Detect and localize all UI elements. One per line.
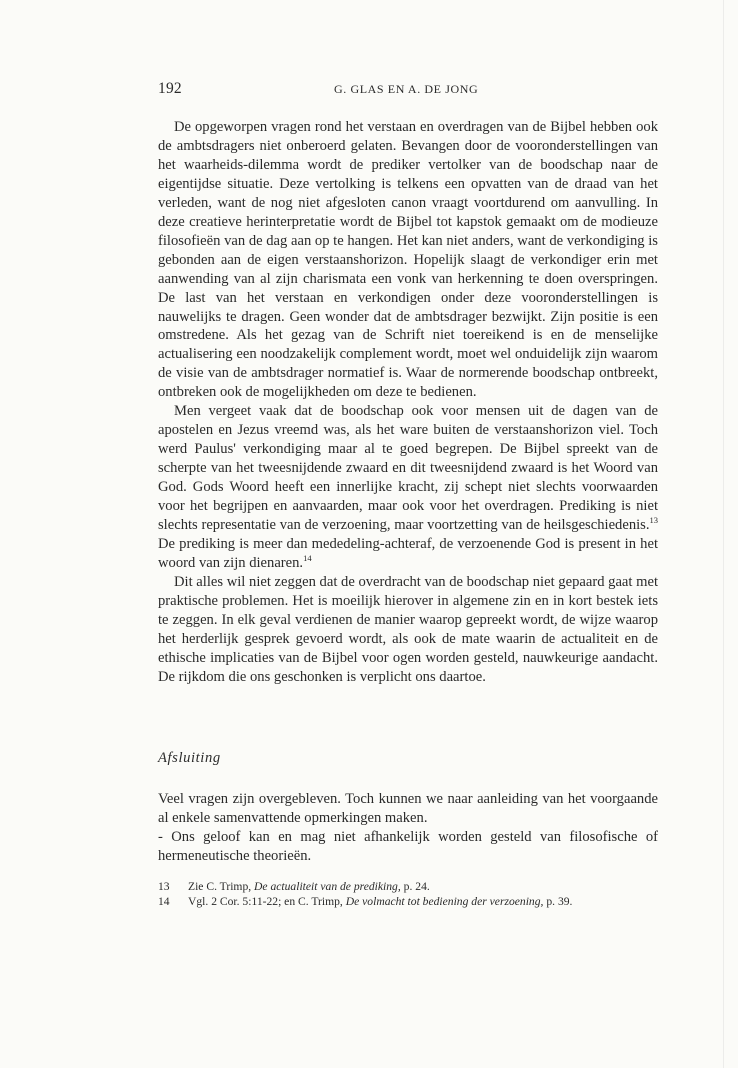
page-number: 192 — [158, 80, 182, 97]
page-header — [158, 80, 658, 102]
footnote-marker: 14 — [303, 553, 312, 564]
closing-text — [158, 790, 658, 866]
footnote — [158, 895, 658, 910]
footnote-number: 13 — [158, 880, 170, 893]
footnote-number: 14 — [158, 894, 170, 908]
list-item: - Ons geloof kan en mag niet afhankelijk worden gesteld van filosofische of hermeneutische theorieën. — [158, 828, 658, 864]
footnote-marker: 13 — [649, 515, 658, 526]
paragraph-text: De prediking is meer dan mededeling-achteraf, de verzoenende God is present in het woord van zijn dienaren. — [158, 535, 658, 571]
footnote-title: De actualiteit van de prediking, — [254, 880, 401, 893]
footnote — [158, 880, 658, 895]
footnote-title: De volmacht tot bediening der verzoening, — [345, 894, 544, 908]
scan-edge — [723, 0, 724, 1068]
footnote-text: p. 39. — [546, 894, 573, 908]
paragraph-text: Men vergeet vaak dat de boodschap ook voor mensen uit de dagen van de apostelen en Jezus vreemd was, als het ware buiten de verstaanshorizon viel. Toch werd Paulus' verkondiging maar al te goed begrepen. De Bijbel spreekt van de scherpte van het tweesnijdende zwaard en dit tweesnijdend zwaard is het Woord van God. Gods Woord heeft een innerlijke kracht, zij schept niet slechts voorwaarden voor het begrijpen en aanvaarden, maar ook voor het overdragen. Prediking is niet slechts representatie van de verzoening, maar voortzetting van de heilsgeschiedenis. — [158, 403, 658, 534]
paragraph: De opgeworpen vragen rond het verstaan en overdragen van de Bijbel hebben ook de ambtsdragers niet onberoerd gelaten. Bevangen door de vooronderstellingen van het waarheids-dilemma wordt de prediker vertolker van de boodschap naar de eigentijdse situatie. Deze vertolking is telkens een opvatten van de draad van het verleden, want de nog niet afgesloten canon vraagt voortdurend om aanvulling. In deze creatieve herinterpretatie wordt de Bijbel tot kapstok gemaakt om de modieuze filosofieën van de dag aan op te hangen. Het kan niet anders, want de verkondiging is gebonden aan de eigen verstaanshorizon. Hopelijk slaagt de verkondiger erin met aanwending van al zijn charismata een vonk van herkenning te doen overspringen. De last van het verstaan en verkondigen onder deze vooronderstellingen is nauwelijks te dragen. Geen wonder dat de ambtsdrager bezwijkt. Zijn positie is een omstredene. Als het gezag van de Schrift niet toereikend is en de menselijke actualisering een noodzakelijk complement wordt, moet wel onduidelijk zijn waarom de visie van de ambtsdrager normatief is. Waar de normerende boodschap ontbreekt, ontbreken ook de mogelijkheden om deze te bedienen. — [158, 119, 658, 401]
footnote-text: p. 24. — [403, 880, 430, 893]
running-head: G. GLAS EN A. DE JONG — [334, 82, 479, 96]
footnotes — [158, 880, 658, 909]
section-heading: Afsluiting — [158, 750, 221, 766]
footnote-text: Zie C. Trimp, — [188, 880, 252, 893]
paragraph: Dit alles wil niet zeggen dat de overdracht van de boodschap niet gepaard gaat met praktische problemen. Het is moeilijk hierover in algemene zin en in kort bestek iets te zeggen. In elk geval verdienen de manier waarop gepreekt wordt, de wijze waarop het herderlijk gesprek gevoerd wordt, als ook de mate waarin de actualiteit en de ethische implicaties van de Bijbel voor ogen worden gesteld, nauwkeurige aandacht. De rijkdom die ons geschonken is verplicht ons daartoe. — [158, 573, 658, 685]
footnote-text: Vgl. 2 Cor. 5:11-22; en C. Trimp, — [188, 894, 343, 908]
paragraph — [158, 402, 658, 573]
body-text — [158, 118, 658, 687]
paragraph: Veel vragen zijn overgebleven. Toch kunnen we naar aanleiding van het voorgaande al enkele samenvattende opmerkingen maken. — [158, 791, 658, 826]
